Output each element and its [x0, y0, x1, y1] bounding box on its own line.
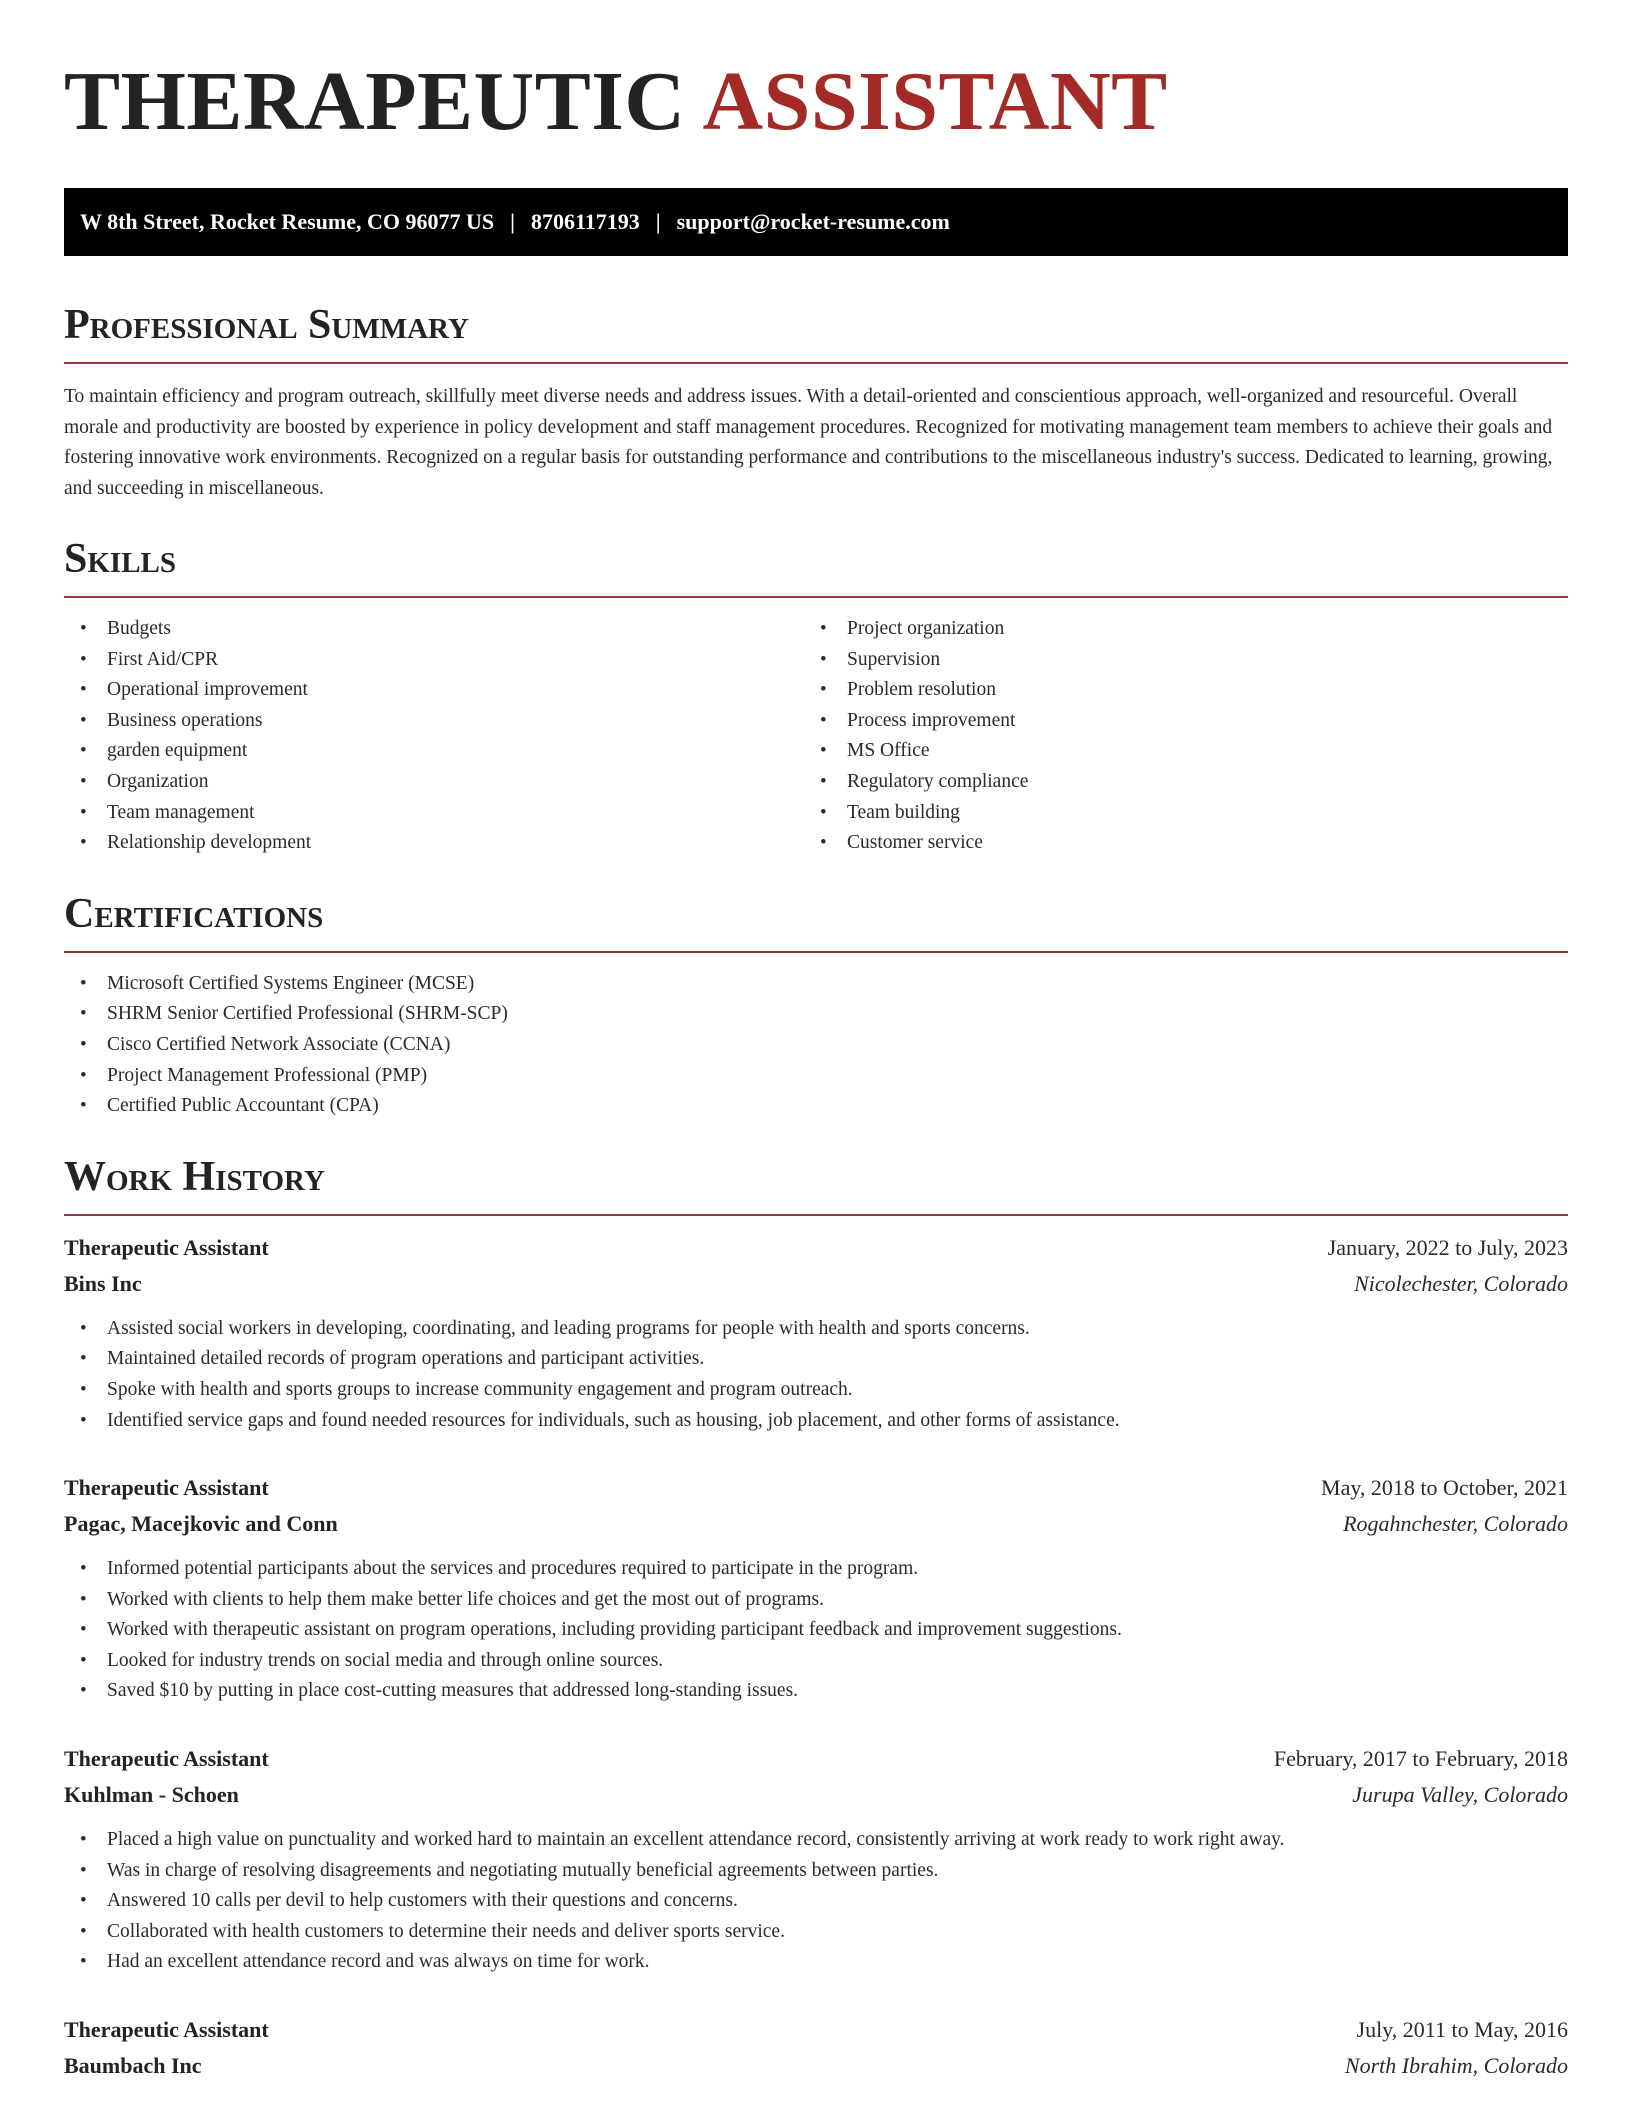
skill-item: • Problem resolution [804, 675, 1544, 706]
section-heading-skills: Skills [64, 536, 177, 582]
contact-email: support@rocket-resume.com [676, 209, 950, 234]
section-divider [64, 1214, 1568, 1216]
job-entry [64, 2012, 1568, 2084]
skill-item: • Customer service [804, 828, 1544, 859]
skills-list-left [64, 614, 804, 859]
job-header [64, 1741, 1568, 1777]
contact-address: W 8th Street, Rocket Resume, CO 96077 US [80, 209, 495, 234]
job-bullet: • Worked with clients to help them make better life choices and get the most out of programs. [64, 1585, 1568, 1616]
job-header [64, 2012, 1568, 2048]
job-bullet: • Answered 10 calls per devil to help customers with their questions and concerns. [64, 1886, 1568, 1917]
job-bullet: • Identified service gaps and found needed resources for individuals, such as housing, job placement, and other forms of assistance. [64, 1406, 1568, 1437]
skill-item: • Regulatory compliance [804, 767, 1544, 798]
job-bullet-list [64, 1554, 1568, 1707]
job-bullet: • Collaborated with health customers to determine their needs and deliver sports service. [64, 1917, 1568, 1948]
skill-item: • MS Office [804, 736, 1544, 767]
skills-list-right [804, 614, 1544, 859]
job-title: Therapeutic Assistant [64, 1746, 269, 1772]
job-bullet: • Assisted social workers in developing, coordinating, and leading programs for people with health and sports concerns. [64, 1314, 1568, 1345]
job-subheader [64, 1266, 1568, 1302]
resume-title [64, 0, 1568, 152]
job-dates: May, 2018 to October, 2021 [1321, 1475, 1568, 1501]
contact-phone: 8706117193 [530, 209, 640, 234]
job-location: Rogahnchester, Colorado [1343, 1511, 1568, 1537]
job-title: Therapeutic Assistant [64, 1234, 269, 1260]
summary-text: To maintain efficiency and program outreach, skillfully meet diverse needs and address issues. With a detail-oriented and conscientious approach, well-organized and resourceful. Overall morale and productivity are boosted by experience in policy development and staff management procedures. Recognized for motivating management team members to achieve their goals and fostering innovative work environments. Recognized on a regular basis for outstanding performance and contributions to the miscellaneous industry's success. Dedicated to learning, growing, and succeeding in miscellaneous. [64, 386, 1553, 499]
skill-item: • Team building [804, 798, 1544, 829]
work-history-section [64, 1152, 1568, 2084]
section-divider [64, 362, 1568, 364]
job-bullet: • Was in charge of resolving disagreements and negotiating mutually beneficial agreements between parties. [64, 1856, 1568, 1887]
section-heading-summary: Professional Summary [64, 302, 469, 348]
skill-item: • First Aid/CPR [64, 645, 804, 676]
job-company: Pagac, Macejkovic and Conn [64, 1511, 338, 1537]
job-bullet: • Placed a high value on punctuality and worked hard to maintain an excellent attendance record, consistently arriving at work ready to work right away. [64, 1825, 1568, 1856]
contact-bar [64, 188, 1568, 256]
certification-item: • Certified Public Accountant (CPA) [64, 1091, 1568, 1122]
summary-section [64, 300, 1568, 504]
job-entry [64, 1470, 1568, 1707]
skill-item: • Operational improvement [64, 675, 804, 706]
section-heading-certifications: Certifications [64, 890, 324, 937]
certification-item: • Microsoft Certified Systems Engineer (MCSE) [64, 969, 1568, 1000]
job-subheader [64, 2048, 1568, 2084]
job-header [64, 1230, 1568, 1266]
job-entry [64, 1741, 1568, 1978]
job-bullet: • Maintained detailed records of program operations and participant activities. [64, 1344, 1568, 1375]
job-bullet: • Spoke with health and sports groups to increase community engagement and program outreach. [64, 1375, 1568, 1406]
job-entry [64, 1230, 1568, 1436]
skill-item: • Business operations [64, 706, 804, 737]
section-heading-work-history: Work History [64, 1153, 325, 1200]
job-bullet-list [64, 1314, 1568, 1436]
contact-separator: | [655, 209, 661, 234]
job-bullet: • Looked for industry trends on social media and through online sources. [64, 1646, 1568, 1677]
job-dates: February, 2017 to February, 2018 [1273, 1746, 1568, 1772]
skill-item: • Project organization [804, 614, 1544, 645]
skill-item: • Supervision [804, 645, 1544, 676]
skills-grid [64, 614, 1568, 859]
job-bullet: • Worked with therapeutic assistant on program operations, including providing participant feedback and improvement suggestions. [64, 1615, 1568, 1646]
job-title: Therapeutic Assistant [64, 2017, 269, 2043]
job-dates: July, 2011 to May, 2016 [1356, 2017, 1568, 2043]
job-location: Nicolechester, Colorado [1354, 1270, 1568, 1296]
job-company: Bins Inc [64, 1270, 142, 1296]
job-subheader [64, 1506, 1568, 1542]
section-divider [64, 951, 1568, 953]
job-header [64, 1470, 1568, 1506]
skill-item: • Organization [64, 767, 804, 798]
certification-item: • Project Management Professional (PMP) [64, 1061, 1568, 1092]
certification-item: • SHRM Senior Certified Professional (SHRM-SCP) [64, 999, 1568, 1030]
job-subheader [64, 1777, 1568, 1813]
job-location: North Ibrahim, Colorado [1344, 2053, 1568, 2079]
contact-separator: | [510, 209, 515, 234]
job-location: Jurupa Valley, Colorado [1352, 1782, 1568, 1808]
certification-item: • Cisco Certified Network Associate (CCNA) [64, 1030, 1568, 1061]
skill-item: • Budgets [64, 614, 804, 645]
certifications-list [64, 969, 1568, 1122]
skill-item: • garden equipment [64, 736, 804, 767]
certifications-section [64, 889, 1568, 1122]
skills-section [64, 534, 1568, 859]
job-bullet: • Informed potential participants about the services and procedures required to participate in the program. [64, 1554, 1568, 1585]
job-title: Therapeutic Assistant [64, 1475, 269, 1501]
title-main: THERAPEUTIC [64, 55, 686, 148]
skill-item: • Process improvement [804, 706, 1544, 737]
skill-item: • Relationship development [64, 828, 804, 859]
section-divider [64, 596, 1568, 598]
skill-item: • Team management [64, 798, 804, 829]
job-dates: January, 2022 to July, 2023 [1327, 1234, 1568, 1260]
job-bullet: • Saved $10 by putting in place cost-cutting measures that addressed long-standing issues. [64, 1676, 1568, 1707]
title-accent: ASSISTANT [702, 55, 1168, 148]
job-company: Kuhlman - Schoen [64, 1782, 239, 1808]
job-bullet-list [64, 1825, 1568, 1978]
job-company: Baumbach Inc [64, 2053, 202, 2079]
job-bullet: • Had an excellent attendance record and was always on time for work. [64, 1947, 1568, 1978]
